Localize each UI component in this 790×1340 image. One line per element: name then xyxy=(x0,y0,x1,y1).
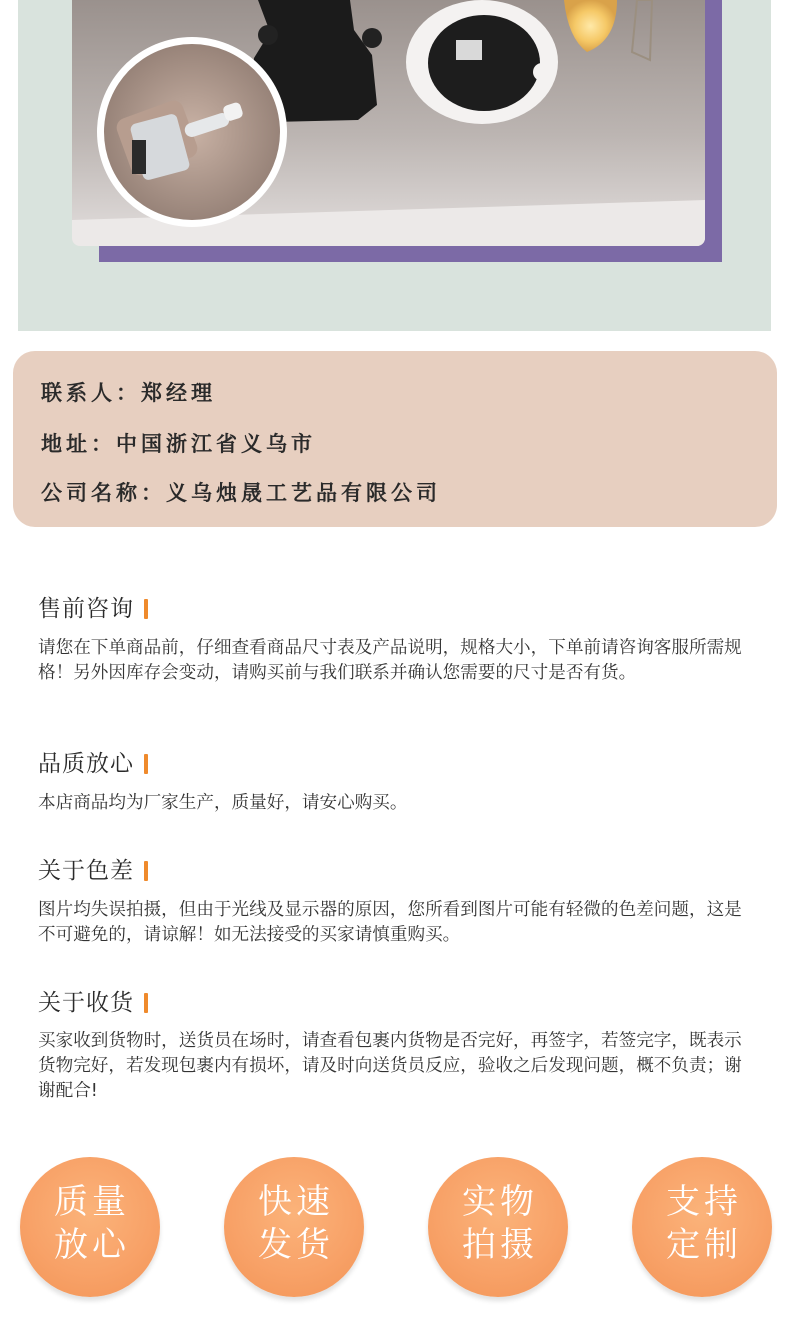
title-accent-bar xyxy=(144,599,148,619)
badge-real-photos: 实物 拍摄 xyxy=(428,1157,568,1297)
section-body-receipt: 买家收到货物时，送货员在场时，请查看包裹内货物是否完好，再签字，若签完字，既表示货物完好，若发现包裹内有损坏，请及时向送货员反应，验收之后发现问题，概不负责；谢谢配合! xyxy=(38,1031,742,1101)
badge-customization: 支持 定制 xyxy=(632,1157,772,1297)
title-accent-bar xyxy=(144,861,148,881)
product-photo xyxy=(72,0,705,246)
section-body-quality: 本店商品均为厂家生产，质量好，请安心购买。 xyxy=(38,793,408,813)
section-title-quality: 品质放心 xyxy=(38,745,148,778)
contact-company: 公司名称：义乌烛晟工艺品有限公司 xyxy=(41,481,441,505)
section-body-presale: 请您在下单商品前，仔细查看商品尺寸表及产品说明，规格大小，下单前请咨询客服所需规格！另外因库存会变动，请购买前与我们联系并确认您需要的尺寸是否有货。 xyxy=(38,638,742,683)
badge-quality: 质量 放心 xyxy=(20,1157,160,1297)
title-accent-bar xyxy=(144,754,148,774)
contact-person: 联系人：郑经理 xyxy=(41,381,216,405)
title-accent-bar xyxy=(144,993,148,1013)
section-body-color: 图片均失误拍摄，但由于光线及显示器的原因，您所看到图片可能有轻微的色差问题，这是不可避免的，请谅解！如无法接受的买家请慎重购买。 xyxy=(38,900,742,945)
section-title-receipt: 关于收货 xyxy=(38,984,148,1017)
product-photo-section xyxy=(18,0,771,331)
section-title-color: 关于色差 xyxy=(38,852,148,885)
contact-address: 地址：中国浙江省义乌市 xyxy=(41,432,316,456)
badge-fast-shipping: 快速 发货 xyxy=(224,1157,364,1297)
section-title-presale: 售前咨询 xyxy=(38,590,148,623)
contact-card xyxy=(13,351,777,527)
